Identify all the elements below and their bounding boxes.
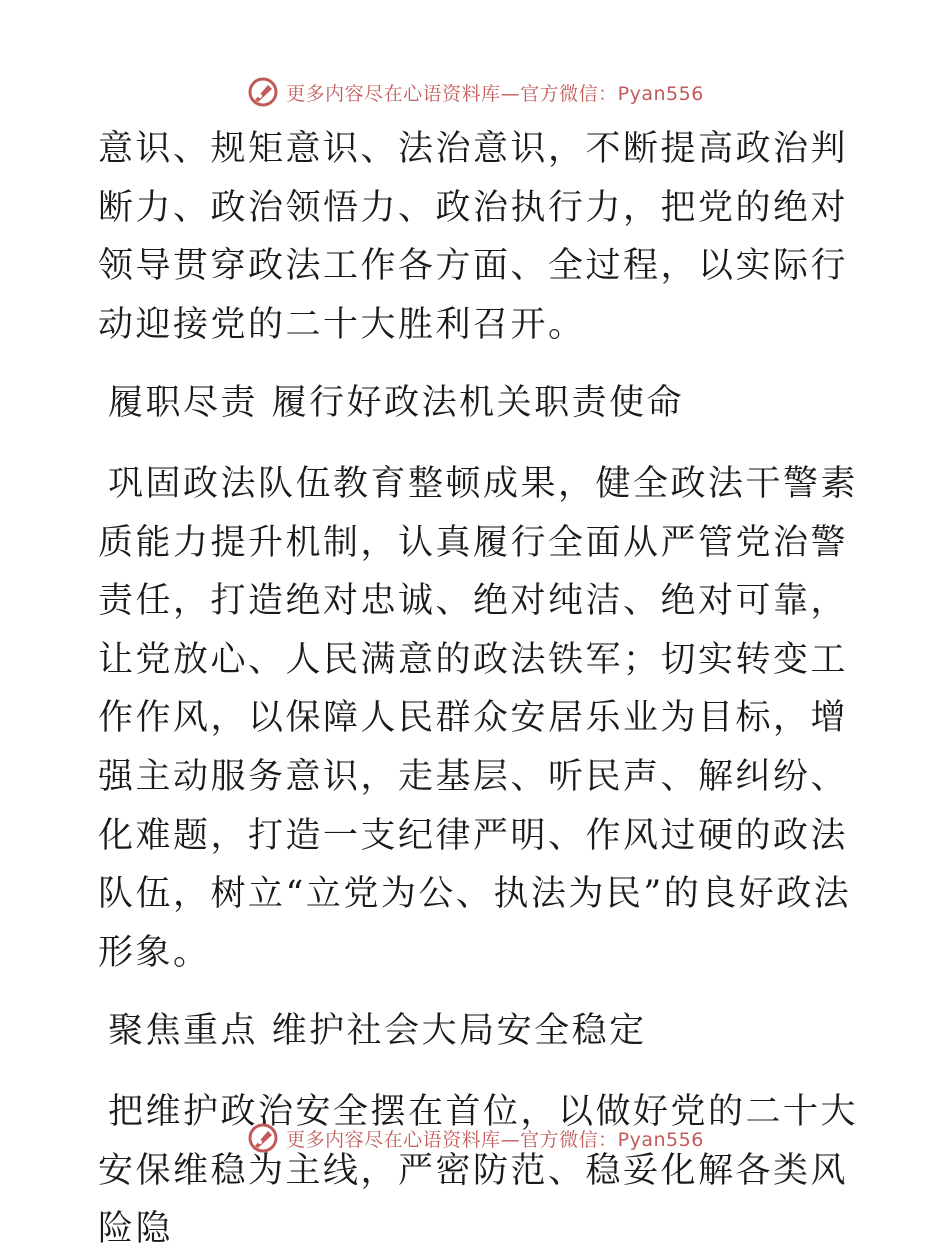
section-heading-2: 聚焦重点 维护社会大局安全稳定	[108, 1011, 647, 1052]
paragraph-1: 意识、规矩意识、法治意识，不断提高政治判断力、政治领悟力、政治执行力，把党的绝对领导贯穿政法工作各方面、全过程，以实际行动迎接党的二十大胜利召开。	[98, 129, 849, 345]
section-heading-1: 履职尽责 履行好政法机关职责使命	[108, 383, 685, 424]
watermark-text: 更多内容尽在心语资料库—官方微信：Pyan556	[286, 82, 704, 105]
paragraph-3: 把维护政治安全摆在首位，以做好党的二十大安保维稳为主线，严密防范、稳妥化解各类风险隐	[98, 1091, 859, 1250]
pen-nib-logo-icon	[246, 75, 280, 109]
pen-nib-logo-icon	[246, 1121, 280, 1155]
footer-watermark	[0, 1118, 950, 1158]
paragraph-2: 巩固政法队伍教育整顿成果，健全政法干警素质能力提升机制，认真履行全面从严管党治警责任，打造绝对忠诚、绝对纯洁、绝对可靠，让党放心、人民满意的政法铁军；切实转变工作作风，以保障人民群众安居乐业为目标，增强主动服务意识，走基层、听民声、解纠纷、化难题，打造一支纪律严明、作风过硬的政法队伍，树立“立党为公、执法为民”的良好政法形象。	[98, 463, 859, 973]
document-body	[98, 120, 858, 1259]
watermark-text: 更多内容尽在心语资料库—官方微信：Pyan556	[286, 1128, 704, 1151]
header-watermark	[0, 72, 950, 112]
